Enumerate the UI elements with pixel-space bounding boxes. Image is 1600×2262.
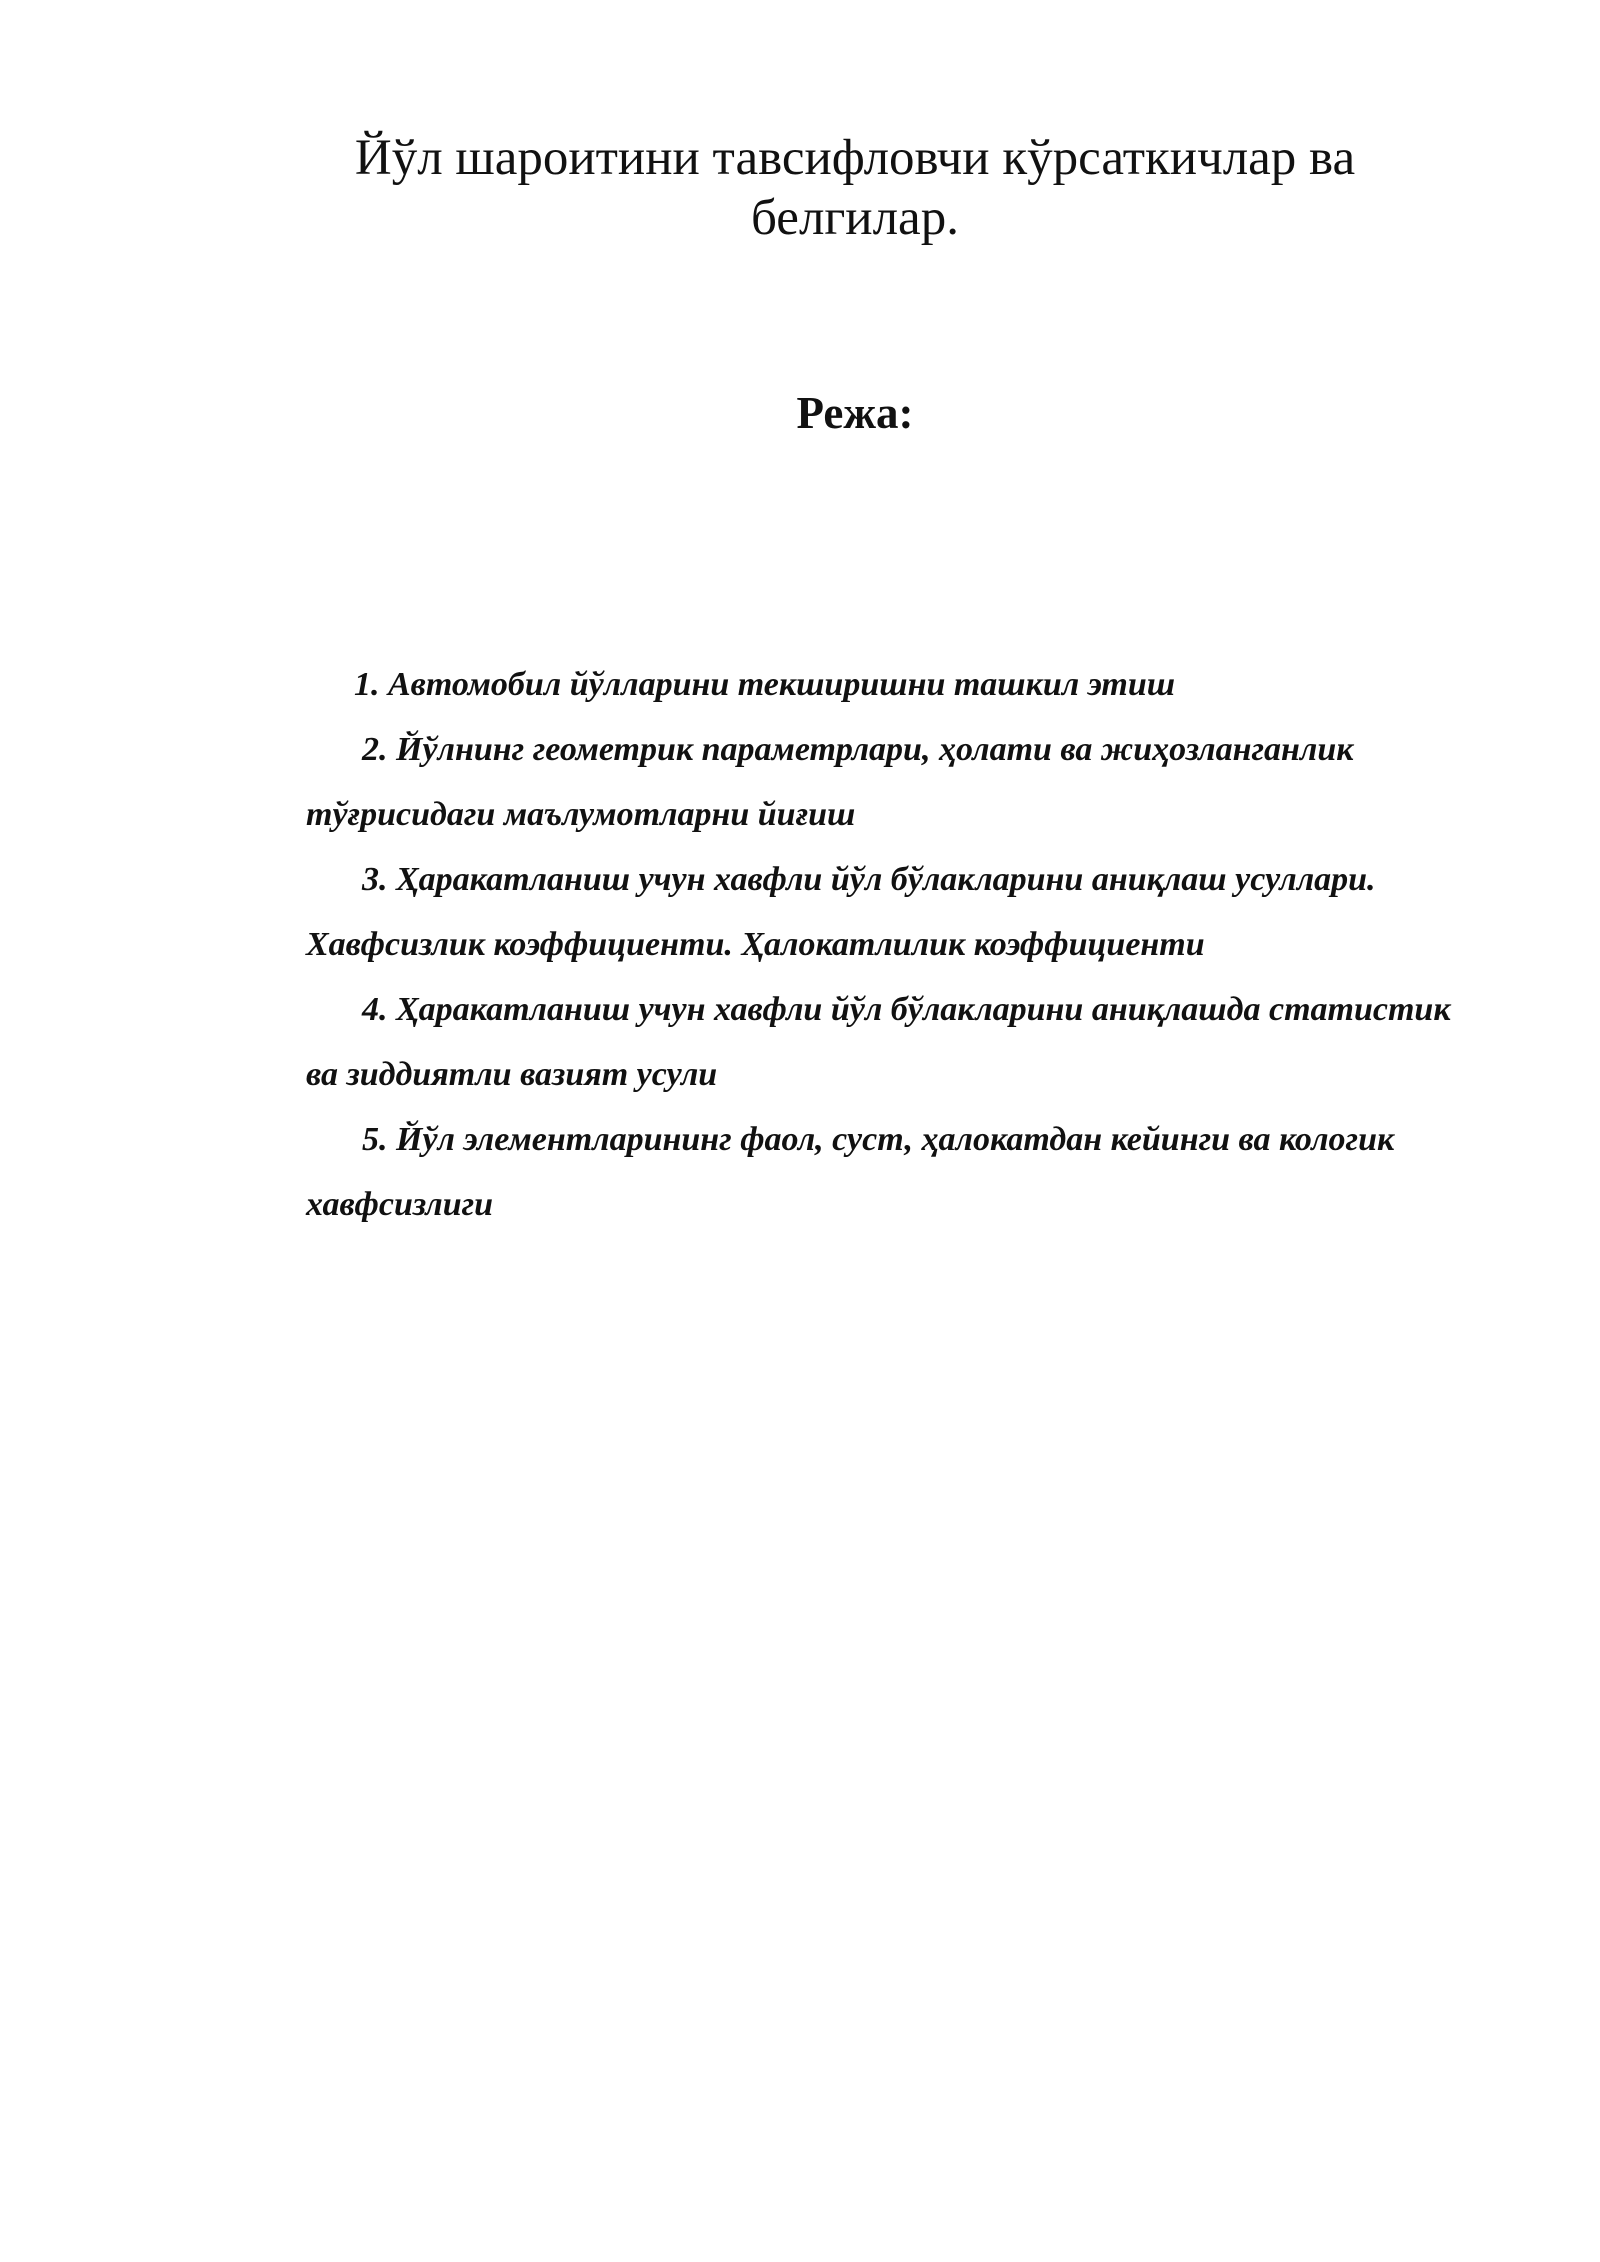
plan-item-text: Ҳаракатланиш учун хавфли йўл бўлакларини аниқлашда статистик ва зиддиятли вазият усули [306,991,1451,1093]
plan-list [306,652,1486,1237]
plan-item-text: Автомобил йўлларини текширишни ташкил этиш [388,666,1176,703]
plan-item-number: 1. [354,666,380,703]
plan-item-number: 4. [362,991,388,1028]
plan-item-number: 3. [362,861,388,898]
plan-item-number: 5. [362,1121,388,1158]
plan-item [306,652,1486,717]
plan-item [306,977,1486,1107]
plan-item-text: Йўлнинг геометрик параметрлари, ҳолати ва жиҳозланганлик тўғрисидаги маълумотларни йиғиш [306,731,1354,833]
plan-item-text: Ҳаракатланиш учун хавфли йўл бўлакларини аниқлаш усуллари. Хавфсизлик коэффициенти. Ҳалокатлилик коэффициенти [306,861,1376,963]
plan-item [306,847,1486,977]
plan-item-text: Йўл элементларининг фаол, суст, ҳалокатдан кейинги ва кологик хавфсизлиги [306,1121,1395,1223]
plan-heading: Режа: [796,388,914,438]
plan-item [306,717,1486,847]
document-title: Йўл шароитини тавсифловчи кўрсаткичлар ва белгилар. [354,130,1356,246]
plan-item [306,1107,1486,1237]
plan-item-number: 2. [362,731,388,768]
